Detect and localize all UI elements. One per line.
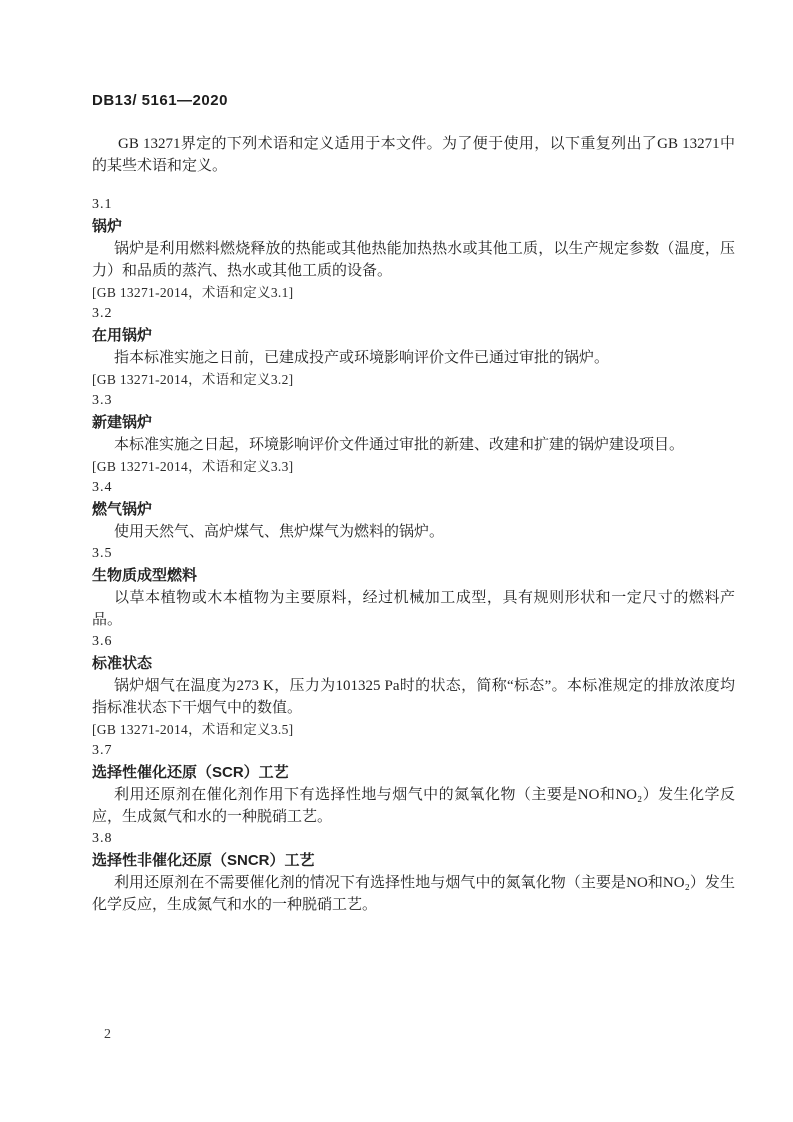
term-title: 生物质成型燃料	[92, 567, 198, 584]
term-title: 锅炉	[92, 218, 123, 235]
term-definition: 以草本植物或木本植物为主要原料，经过机械加工成型，具有规则形状和一定尺寸的燃料产品。	[92, 590, 735, 628]
term-title: 燃气锅炉	[92, 501, 153, 518]
section-number: 3.3	[92, 393, 113, 408]
section-number: 3.6	[92, 634, 113, 649]
section-number: 3.4	[92, 480, 113, 495]
term-definition: 锅炉烟气在温度为273 K，压力为101325 Pa时的状态，简称“标态”。本标准规定的排放浓度均指标准状态下干烟气中的数值。	[92, 678, 735, 716]
term-definition: 利用还原剂在催化剂作用下有选择性地与烟气中的氮氧化物（主要是NO和NO₂）发生化学反应，生成氮气和水的一种脱硝工艺。	[92, 787, 735, 825]
term-source-reference: [GB 13271-2014，术语和定义3.5]	[92, 722, 294, 737]
page-number: 2	[104, 1027, 111, 1042]
term-definition: 本标准实施之日起，环境影响评价文件通过审批的新建、改建和扩建的锅炉建设项目。	[114, 437, 685, 453]
term-section-3-3	[92, 390, 735, 477]
term-section-3-8	[92, 828, 735, 916]
term-source-reference: [GB 13271-2014，术语和定义3.1]	[92, 285, 294, 300]
section-number: 3.8	[92, 831, 113, 846]
term-section-3-2	[92, 303, 735, 390]
term-section-3-4	[92, 477, 735, 543]
section-number: 3.1	[92, 197, 113, 212]
term-title: 选择性非催化还原（SNCR）工艺	[92, 852, 315, 869]
term-section-3-7	[92, 740, 735, 828]
term-section-3-1	[92, 194, 735, 303]
section-number: 3.5	[92, 546, 113, 561]
term-title: 新建锅炉	[92, 414, 153, 431]
term-source-reference: [GB 13271-2014，术语和定义3.2]	[92, 372, 294, 387]
term-definition: 利用还原剂在不需要催化剂的情况下有选择性地与烟气中的氮氧化物（主要是NO和NO₂）发生化学反应，生成氮气和水的一种脱硝工艺。	[92, 875, 735, 913]
term-section-3-6	[92, 631, 735, 740]
term-title: 在用锅炉	[92, 327, 153, 344]
term-source-reference: [GB 13271-2014，术语和定义3.3]	[92, 459, 294, 474]
standard-number-header: DB13/ 5161—2020	[92, 92, 228, 109]
term-title: 选择性催化还原（SCR）工艺	[92, 764, 289, 781]
term-title: 标准状态	[92, 655, 153, 672]
section-number: 3.7	[92, 743, 113, 758]
intro-paragraph: GB 13271界定的下列术语和定义适用于本文件。为了便于使用，以下重复列出了GB 13271中的某些术语和定义。	[92, 136, 735, 174]
term-definition: 指本标准实施之日前，已建成投产或环境影响评价文件已通过审批的锅炉。	[114, 350, 610, 366]
term-definition: 使用天然气、高炉煤气、焦炉煤气为燃料的锅炉。	[114, 524, 445, 540]
section-number: 3.2	[92, 306, 113, 321]
term-section-3-5	[92, 543, 735, 631]
page-content	[92, 92, 735, 916]
term-definition: 锅炉是利用燃料燃烧释放的热能或其他热能加热热水或其他工质，以生产规定参数（温度，压力）和品质的蒸汽、热水或其他工质的设备。	[92, 241, 735, 279]
